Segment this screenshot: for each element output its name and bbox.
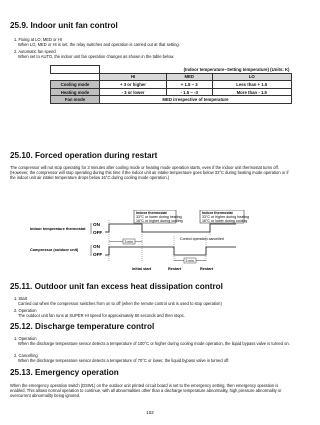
table-row <box>51 88 292 96</box>
section-title-25-10: 25.10. Forced operation during restart <box>10 151 158 160</box>
item-title: 1. Fixing at LO, MED or HI <box>14 37 63 42</box>
table-cell: + 1.5 ~ 3 <box>166 81 212 89</box>
fan-control-table <box>50 65 292 104</box>
table-row <box>51 96 292 104</box>
section-title-25-11: 25.11. Outdoor unit fan excess heat dissipation control <box>10 282 223 291</box>
item-title: 1. Start <box>14 296 28 301</box>
item-body: When the discharge temperature sensor detects a temperature of 100°C or higher during cooling mode operation, the liquid bypass valve is turned on. <box>18 341 290 346</box>
col-header-hi: HI <box>100 73 167 81</box>
callout-text: Indoor thermostat 33°C or higher during heating 16°C or lower during cooling <box>202 211 249 223</box>
table-cell: Less than + 1.5 <box>212 81 291 89</box>
section-title-25-9: 25.9. Indoor unit fan control <box>10 21 118 30</box>
col-header-med: MED <box>166 73 212 81</box>
section-body: The compressor will not stop operating for 3 minutes after cooling mode or heating mode operation starts, even if the indoor unit thermostat turns off. (However, the compressor will stop operating during this time if the indoor unit air intake temperature goes below 33°C during heating mode operation or if the indoor unit air intake temperature drops below 16°C during cooling mode operation.) <box>10 165 289 181</box>
duration-label: 3 min. <box>185 259 195 263</box>
off-label: OFF <box>93 230 103 235</box>
initial-start-label: Initial start <box>132 267 152 271</box>
item-body: The outdoor unit fan runs at SUPER HI speed for approximately 60 seconds and then stops. <box>18 313 185 318</box>
on-label: ON <box>93 222 100 227</box>
table-cell: - 1.5 ~ -3 <box>166 88 212 96</box>
section-body: When the emergency operation switch (DSW1) on the outdoor unit printed circuit board is set to the emergency setting, then emergency operation is enabled. This allows normal operation to continue, with all abnormalities other than a discharge temperature abnormality, high pressure abnormality or overcurrent abnormality being ignored. <box>10 383 282 399</box>
item-body: When set to AUTO, the indoor unit fan operation changes as shown in the table below. <box>18 54 175 59</box>
item-body: When the discharge temperature sensor detects a temperature of 70°C or lower, the liquid bypass valve is turned off. <box>18 358 230 363</box>
restart-label: Restart <box>200 267 214 271</box>
col-header-lo: LO <box>212 73 291 81</box>
forced-operation-timing-diagram <box>30 210 280 275</box>
thermostat-waveform <box>105 224 236 232</box>
row-header-fan-mode: Fan mode <box>51 96 100 104</box>
item-body: Carried out when the compressor switches from on to off (when the remote control unit is used to stop operation) <box>18 301 222 306</box>
item-title: 1. Operation <box>14 336 37 341</box>
item-title: 2. Operation <box>14 308 37 313</box>
table-cell: More than - 1.5 <box>212 88 291 96</box>
compressor-waveform <box>105 247 236 255</box>
callout-text: Indoor thermostat 33°C or lower during heating 16°C or higher during cooling <box>136 211 183 223</box>
page-number: 102 <box>146 410 154 415</box>
item-body: When LO, MED or HI is set, the relay switches and operation is carried out at that setting. <box>18 42 180 47</box>
duration-label: 3 min. <box>124 240 134 244</box>
table-cell: + 3 or higher <box>100 81 167 89</box>
section-title-25-13: 25.13. Emergency operation <box>10 368 119 377</box>
diagram-label: Compressor (outdoor unit) <box>30 248 79 252</box>
on-label: ON <box>93 244 100 249</box>
table-row <box>51 81 292 89</box>
table-caption: (Indoor temperature−Setting temperature) (Units: K) <box>183 66 290 72</box>
row-header-cooling: Cooling mode <box>51 81 100 89</box>
item-title: 2. Automatic fan speed <box>14 49 56 54</box>
row-header-heating: Heating mode <box>51 88 100 96</box>
off-label: OFF <box>93 252 103 257</box>
control-cancelled-label: Control operation cancelled <box>180 237 224 241</box>
section-title-25-12: 25.12. Discharge temperature control <box>10 322 155 331</box>
table-cell: MED irrespective of temperature <box>100 96 292 104</box>
item-title: 2. Cancelling <box>14 353 38 358</box>
restart-label: Restart <box>168 267 182 271</box>
diagram-label: Indoor temperature thermostat <box>30 227 86 231</box>
table-cell: - 3 or lower <box>100 88 167 96</box>
